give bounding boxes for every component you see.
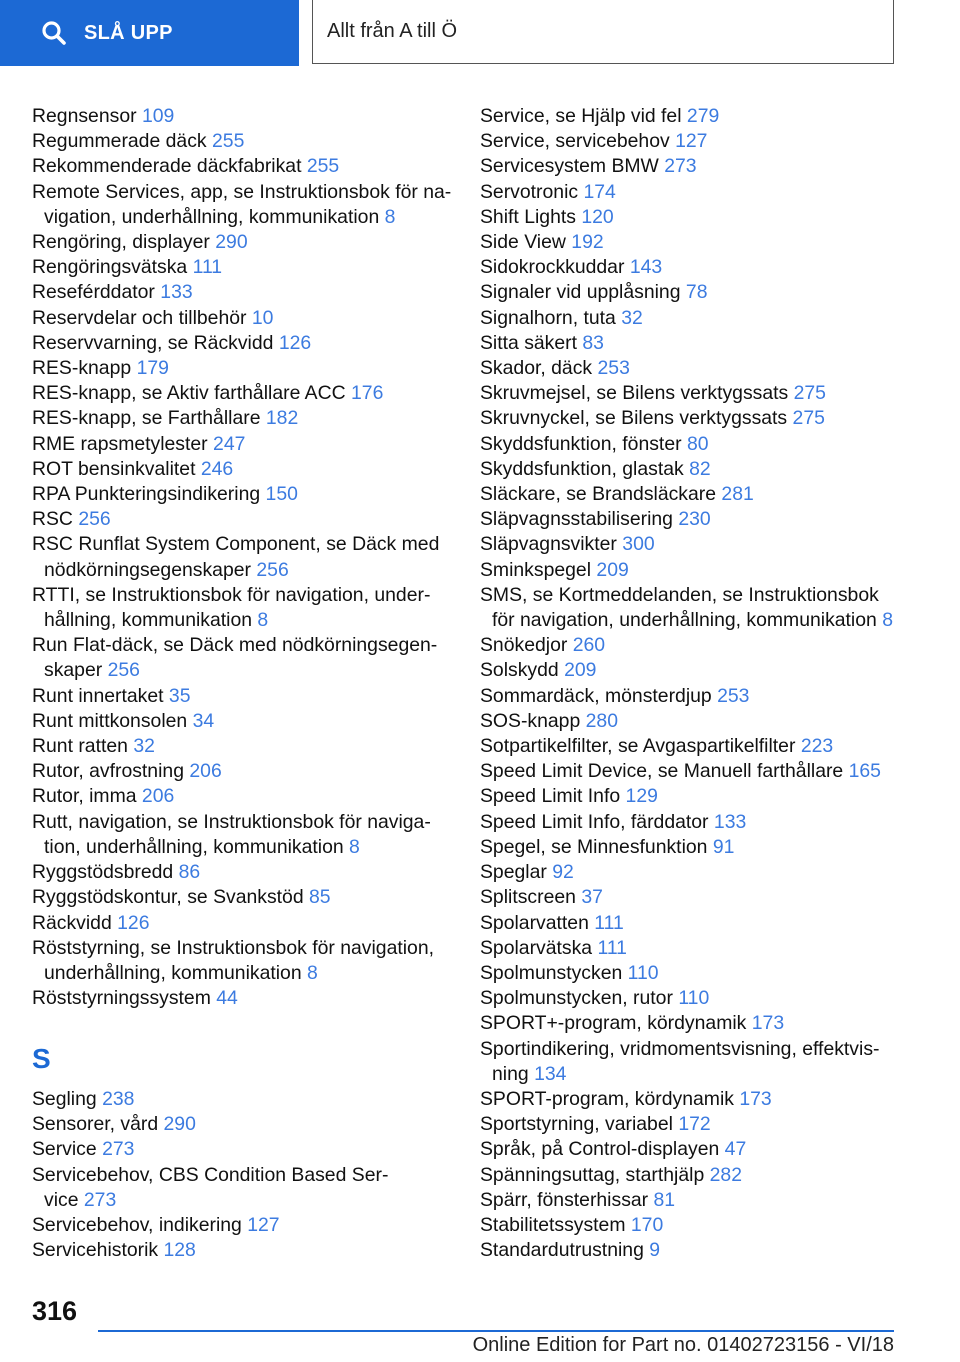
index-entry-text: Signalhorn, tuta xyxy=(480,306,616,329)
index-entry-text: tion, underhållning, kommunikation xyxy=(44,835,344,858)
index-entry xyxy=(32,1238,452,1263)
page-link[interactable]: 85 xyxy=(309,886,331,909)
index-entry-text: Spärr, fönsterhissar xyxy=(480,1188,649,1211)
index-entry xyxy=(32,306,452,331)
index-entry-text: Standardutrustning xyxy=(480,1239,644,1262)
index-entry xyxy=(480,583,900,633)
index-entry xyxy=(32,709,452,734)
index-entry-text: Sminkspegel xyxy=(480,558,592,581)
index-entry xyxy=(480,1238,900,1263)
index-entry-text: Sitta säkert xyxy=(480,331,577,354)
page-link[interactable]: 209 xyxy=(564,659,597,682)
index-entry xyxy=(480,1037,900,1087)
index-entry xyxy=(480,1011,900,1036)
page-link[interactable]: 230 xyxy=(678,508,711,531)
page-link[interactable]: 280 xyxy=(585,709,618,732)
page-link[interactable]: 81 xyxy=(653,1188,676,1211)
index-entry xyxy=(32,507,452,532)
index-entry xyxy=(480,356,900,381)
index-entry xyxy=(480,280,900,305)
index-entry xyxy=(480,633,900,658)
index-entry xyxy=(480,1163,900,1188)
index-entry xyxy=(480,154,900,179)
page-link[interactable]: 247 xyxy=(213,432,246,455)
page-link[interactable]: 192 xyxy=(571,231,604,254)
index-letter-heading: S xyxy=(32,1043,51,1075)
page-number: 316 xyxy=(32,1296,78,1326)
page-link[interactable]: 173 xyxy=(739,1087,772,1110)
page-link[interactable]: 150 xyxy=(265,483,298,506)
index-entry-text: Sotpartikelfilter, se Avgaspartikelfilter xyxy=(480,735,796,758)
index-entry-text: SPORT-program, kördynamik xyxy=(480,1087,734,1110)
index-entry-text: Ryggstödskontur, se Svankstöd xyxy=(32,886,304,909)
index-entry-text: Röststyrning, se Instruktionsbok för navigation, xyxy=(32,936,435,959)
index-entry xyxy=(480,759,900,784)
page-link[interactable]: 127 xyxy=(675,130,708,153)
page-link[interactable]: 255 xyxy=(306,155,340,178)
index-entry xyxy=(32,633,452,683)
index-entry xyxy=(480,432,900,457)
page-link[interactable]: 9 xyxy=(649,1239,661,1262)
index-entry-text: Ryggstödsbredd xyxy=(32,861,174,884)
section-header xyxy=(312,0,894,64)
page-link[interactable]: 83 xyxy=(582,331,604,354)
page-link[interactable]: 82 xyxy=(689,457,711,480)
index-entry xyxy=(32,154,452,179)
index-entry xyxy=(32,129,452,154)
index-entry-text: Servotronic xyxy=(480,180,579,203)
index-entry-text: Sensorer, vård xyxy=(32,1113,159,1136)
page-link[interactable]: 253 xyxy=(597,357,630,380)
page-link[interactable]: 127 xyxy=(247,1213,280,1236)
index-entry xyxy=(32,860,452,885)
page-link[interactable]: 111 xyxy=(594,911,624,934)
index-entry-text: Släpvagnsstabilisering xyxy=(480,508,673,531)
index-entry xyxy=(480,331,900,356)
index-entry xyxy=(480,205,900,230)
index-entry-text: RES-knapp, se Farthållare xyxy=(32,407,261,430)
page-link[interactable]: 206 xyxy=(189,760,222,783)
page-link[interactable]: 80 xyxy=(686,432,709,455)
index-entry xyxy=(32,532,452,582)
index-entry-text: Snökedjor xyxy=(480,634,568,657)
index-entry-text: Skruvnyckel, se Bilens verktygssats xyxy=(480,407,788,430)
index-entry-text: vice xyxy=(44,1188,79,1211)
search-button[interactable] xyxy=(0,0,299,66)
index-entry-text: Släckare, se Brandsläckare xyxy=(480,483,717,506)
page-link[interactable]: 47 xyxy=(724,1138,747,1161)
index-entry xyxy=(480,684,900,709)
page-link[interactable]: 174 xyxy=(583,180,616,203)
index-entry-text: Skador, däck xyxy=(480,357,593,380)
index-entry-text: Släpvagnsvikter xyxy=(480,533,617,556)
index-entry-text: RPA Punkteringsindikering xyxy=(32,483,261,506)
index-entry xyxy=(480,1213,900,1238)
index-entry-text: Remote Services, app, se Instruktionsbok för na- xyxy=(32,180,452,203)
index-entry xyxy=(32,936,452,986)
page-link[interactable]: 34 xyxy=(192,709,215,732)
page-link[interactable]: 32 xyxy=(133,735,155,758)
index-entry-text: vigation, underhållning, kommunikation xyxy=(44,205,380,228)
index-entry xyxy=(480,1087,900,1112)
page-link[interactable]: 275 xyxy=(792,407,825,430)
index-entry-text: Sommardäck, mönsterdjup xyxy=(480,684,712,707)
index-entry xyxy=(480,835,900,860)
index-entry-text: Reseférddator xyxy=(32,281,155,304)
page-link[interactable]: 281 xyxy=(721,483,754,506)
index-entry xyxy=(32,1112,452,1137)
index-entry-text: SMS, se Kortmeddelanden, se Instruktionsbok xyxy=(480,583,879,606)
index-entry xyxy=(480,936,900,961)
index-entry-text: Side View xyxy=(480,231,566,254)
index-entry xyxy=(32,406,452,431)
index-entry xyxy=(480,986,900,1011)
page-link[interactable]: 111 xyxy=(597,936,627,959)
index-entry xyxy=(480,532,900,557)
index-entry-text: Spänningsuttag, starthjälp xyxy=(480,1163,705,1186)
index-entry xyxy=(480,784,900,809)
index-entry-text: Spolmunstycken, rutor xyxy=(480,987,673,1010)
page-link[interactable]: 8 xyxy=(307,961,318,984)
index-entry-text: ROT bensinkvalitet xyxy=(32,457,196,480)
index-entry-text: Runt mittkonsolen xyxy=(32,709,188,732)
index-entry xyxy=(480,734,900,759)
page-link[interactable]: 8 xyxy=(882,609,893,632)
index-entry-text: RSC xyxy=(32,508,73,531)
index-entry xyxy=(32,911,452,936)
index-entry-text: RTTI, se Instruktionsbok för navigation, under- xyxy=(32,583,431,606)
index-entry xyxy=(480,961,900,986)
index-entry xyxy=(480,482,900,507)
index-entry xyxy=(32,356,452,381)
index-entry-text: Sportindikering, vridmomentsvisning, effektvis- xyxy=(480,1037,880,1060)
index-entry xyxy=(480,381,900,406)
index-entry xyxy=(32,583,452,633)
edition-text: Online Edition for Part no. 01402723156 - VI/18 xyxy=(472,1334,894,1356)
index-entry-text: Rutt, navigation, se Instruktionsbok för naviga- xyxy=(32,810,431,833)
index-entry xyxy=(32,1137,452,1162)
index-column-left xyxy=(32,104,452,1263)
index-entry xyxy=(480,255,900,280)
index-entry xyxy=(480,911,900,936)
index-entry-text: Servicesystem BMW xyxy=(480,155,659,178)
page-link[interactable]: 165 xyxy=(848,760,881,783)
index-entry-text: RME rapsmetylester xyxy=(32,432,208,455)
page-link[interactable]: 273 xyxy=(664,155,697,178)
index-entry xyxy=(480,406,900,431)
index-entry-text: Regnsensor xyxy=(32,105,137,127)
index-entry xyxy=(32,1163,452,1213)
page-link[interactable]: 246 xyxy=(200,457,234,480)
index-entry-text: Servicehistorik xyxy=(32,1239,159,1262)
index-entry-text: underhållning, kommunikation xyxy=(44,961,302,984)
index-entry-text: Räckvidd xyxy=(32,911,112,934)
page-link[interactable]: 44 xyxy=(216,987,238,1010)
index-entry xyxy=(32,280,452,305)
index-entry xyxy=(480,129,900,154)
index-entry xyxy=(32,482,452,507)
page-link[interactable]: 35 xyxy=(168,684,191,707)
index-entry-text: Spegel, se Minnesfunktion xyxy=(480,835,708,858)
page-link[interactable]: 300 xyxy=(622,533,655,556)
index-entry-text: Signaler vid upplåsning xyxy=(480,281,681,304)
index-entry-text: Spolarvätska xyxy=(480,936,593,959)
index-entry-text: Servicebehov, CBS Condition Based Ser- xyxy=(32,1163,389,1186)
index-entry-text: RES-knapp xyxy=(32,357,132,380)
index-entry-text: skaper xyxy=(44,659,103,682)
page-link[interactable]: 134 xyxy=(534,1062,567,1085)
index-entry xyxy=(32,810,452,860)
search-icon xyxy=(40,19,68,47)
index-entry xyxy=(480,1112,900,1137)
index-entry-text: Speed Limit Info xyxy=(480,785,621,808)
index-entry xyxy=(32,1213,452,1238)
index-entry-text: nödkörningsegenskaper xyxy=(44,558,251,581)
page-link[interactable]: 128 xyxy=(163,1239,196,1262)
index-entry xyxy=(32,104,452,129)
index-entry xyxy=(480,810,900,835)
footer-divider xyxy=(98,1330,894,1332)
page-link[interactable]: 129 xyxy=(625,785,658,808)
index-entry-text: Rutor, imma xyxy=(32,785,137,808)
index-entry-text: Service xyxy=(32,1138,97,1161)
index-entry-text: Shift Lights xyxy=(480,205,576,228)
page-link[interactable]: 32 xyxy=(621,306,643,329)
index-entry-text: Service, se Hjälp vid fel xyxy=(480,105,682,127)
index-entry xyxy=(480,457,900,482)
index-entry-text: Stabilitetssystem xyxy=(480,1213,626,1236)
index-entry-text: Speglar xyxy=(480,861,547,884)
index-entry xyxy=(480,709,900,734)
index-entry-text: Segling xyxy=(32,1087,97,1110)
page-link[interactable]: 10 xyxy=(251,306,274,329)
index-entry xyxy=(480,658,900,683)
page-link[interactable]: 290 xyxy=(215,231,248,254)
page-link[interactable]: 37 xyxy=(581,886,603,909)
index-entry xyxy=(32,230,452,255)
index-entry-text: Regummerade däck xyxy=(32,130,207,153)
page-link[interactable]: 143 xyxy=(629,256,663,279)
page-link[interactable]: 126 xyxy=(278,331,312,354)
page-link[interactable]: 91 xyxy=(712,835,735,858)
index-entry-text: Speed Limit Info, färddator xyxy=(480,810,709,833)
index-entry xyxy=(32,331,452,356)
section-title: Allt från A till Ö xyxy=(327,20,458,42)
index-entry-text: RSC Runflat System Component, se Däck med xyxy=(32,533,440,556)
index-entry xyxy=(480,558,900,583)
page-link[interactable]: 256 xyxy=(107,659,140,682)
index-entry-text: Sidokrockkuddar xyxy=(480,256,625,279)
index-entry xyxy=(480,860,900,885)
page-link[interactable]: 209 xyxy=(596,558,629,581)
index-entry-text: Splitscreen xyxy=(480,886,576,909)
index-entry-text: Runt ratten xyxy=(32,735,128,758)
page-link[interactable]: 179 xyxy=(136,357,169,380)
page-link[interactable]: 110 xyxy=(627,961,659,984)
index-entry-text: SOS-knapp xyxy=(480,709,581,732)
index-entry xyxy=(32,1087,452,1112)
page-link[interactable]: 170 xyxy=(630,1213,664,1236)
index-entry-text: Rekommenderade däckfabrikat xyxy=(32,155,302,178)
index-entry-text: hållning, kommunikation xyxy=(44,609,253,632)
index-entry-text: Spolmunstycken xyxy=(480,961,623,984)
index-entry-text: ning xyxy=(492,1062,529,1085)
index-entry-text: Språk, på Control-displayen xyxy=(480,1138,720,1161)
index-entry xyxy=(32,457,452,482)
page-link[interactable]: 279 xyxy=(686,105,720,127)
index-entry xyxy=(32,986,452,1011)
index-entry xyxy=(32,255,452,280)
page-link[interactable]: 92 xyxy=(552,861,574,884)
index-entry-text: Reservvarning, se Räckvidd xyxy=(32,331,274,354)
page-link[interactable]: 176 xyxy=(351,382,384,405)
index-entry-text: Runt innertaket xyxy=(32,684,164,707)
index-entry xyxy=(32,885,452,910)
index-entry xyxy=(32,734,452,759)
index-entry xyxy=(480,885,900,910)
page-link[interactable]: 86 xyxy=(178,861,201,884)
index-entry-text: för navigation, underhållning, kommunikation xyxy=(492,609,877,632)
page-link[interactable]: 256 xyxy=(256,558,289,581)
page-link[interactable]: 8 xyxy=(384,205,396,228)
index-entry xyxy=(32,784,452,809)
index-entry-text: RES-knapp, se Aktiv farthållare ACC xyxy=(32,382,346,405)
index-entry-text: Skyddsfunktion, fönster xyxy=(480,432,682,455)
page-link[interactable]: 206 xyxy=(141,785,175,808)
page-link[interactable]: 275 xyxy=(793,382,826,405)
index-entry-text: Skruvmejsel, se Bilens verktygssats xyxy=(480,382,789,405)
index-entry xyxy=(32,759,452,784)
index-entry-text: Speed Limit Device, se Manuell farthållare xyxy=(480,760,844,783)
index-entry-text: Skyddsfunktion, glastak xyxy=(480,457,684,480)
index-entry xyxy=(32,381,452,406)
page-link[interactable]: 273 xyxy=(83,1188,117,1211)
index-entry xyxy=(480,507,900,532)
page-link[interactable]: 133 xyxy=(713,810,747,833)
page-link[interactable]: 126 xyxy=(117,911,150,934)
index-entry-text: Rutor, avfrostning xyxy=(32,760,184,783)
index-entry-text: Rengöringsvätska xyxy=(32,256,188,279)
index-entry-text: Spolarvatten xyxy=(480,911,589,934)
index-entry-text: Röststyrningssystem xyxy=(32,987,211,1010)
index-entry-text: SPORT+-program, kördynamik xyxy=(480,1012,747,1035)
index-entry xyxy=(32,432,452,457)
page-link[interactable]: 182 xyxy=(265,407,299,430)
page-link[interactable]: 8 xyxy=(349,835,360,858)
page-link[interactable]: 120 xyxy=(581,205,614,228)
page-link[interactable]: 133 xyxy=(160,281,193,304)
page-link[interactable]: 172 xyxy=(678,1113,711,1136)
search-button-label: SLÅ UPP xyxy=(84,21,173,44)
index-entry xyxy=(480,230,900,255)
index-entry-text: Run Flat-däck, se Däck med nödkörningsegen- xyxy=(32,634,438,657)
page-link[interactable]: 223 xyxy=(800,735,834,758)
index-entry xyxy=(480,306,900,331)
top-bar xyxy=(0,0,960,66)
index-entry xyxy=(32,180,452,230)
page-link[interactable]: 238 xyxy=(102,1087,135,1110)
page-link[interactable]: 8 xyxy=(257,609,269,632)
page-link[interactable]: 256 xyxy=(78,508,111,531)
page-link[interactable]: 260 xyxy=(572,634,606,657)
index-entry-text: Solskydd xyxy=(480,659,559,682)
index-entry xyxy=(480,1137,900,1162)
page-link[interactable]: 173 xyxy=(751,1012,785,1035)
page-link[interactable]: 110 xyxy=(678,987,710,1010)
index-entry xyxy=(32,684,452,709)
page-link[interactable]: 111 xyxy=(192,256,223,279)
page-link[interactable]: 78 xyxy=(685,281,708,304)
index-entry-text: Rengöring, displayer xyxy=(32,231,210,254)
page-link[interactable]: 255 xyxy=(212,130,245,153)
index-entry xyxy=(480,104,900,129)
index-entry-text: Reservdelar och tillbehör xyxy=(32,306,247,329)
page-link[interactable]: 282 xyxy=(709,1163,742,1186)
index-entry-text: Servicebehov, indikering xyxy=(32,1213,242,1236)
index-column-right xyxy=(480,104,900,1263)
index-entry xyxy=(480,180,900,205)
index-entry-text: Sportstyrning, variabel xyxy=(480,1113,673,1136)
page-link[interactable]: 290 xyxy=(163,1113,196,1136)
index-entry-text: Service, servicebehov xyxy=(480,130,670,153)
index-entry xyxy=(480,1188,900,1213)
page-link[interactable]: 253 xyxy=(717,684,750,707)
page-link[interactable]: 109 xyxy=(141,105,175,127)
page-link[interactable]: 273 xyxy=(102,1138,135,1161)
